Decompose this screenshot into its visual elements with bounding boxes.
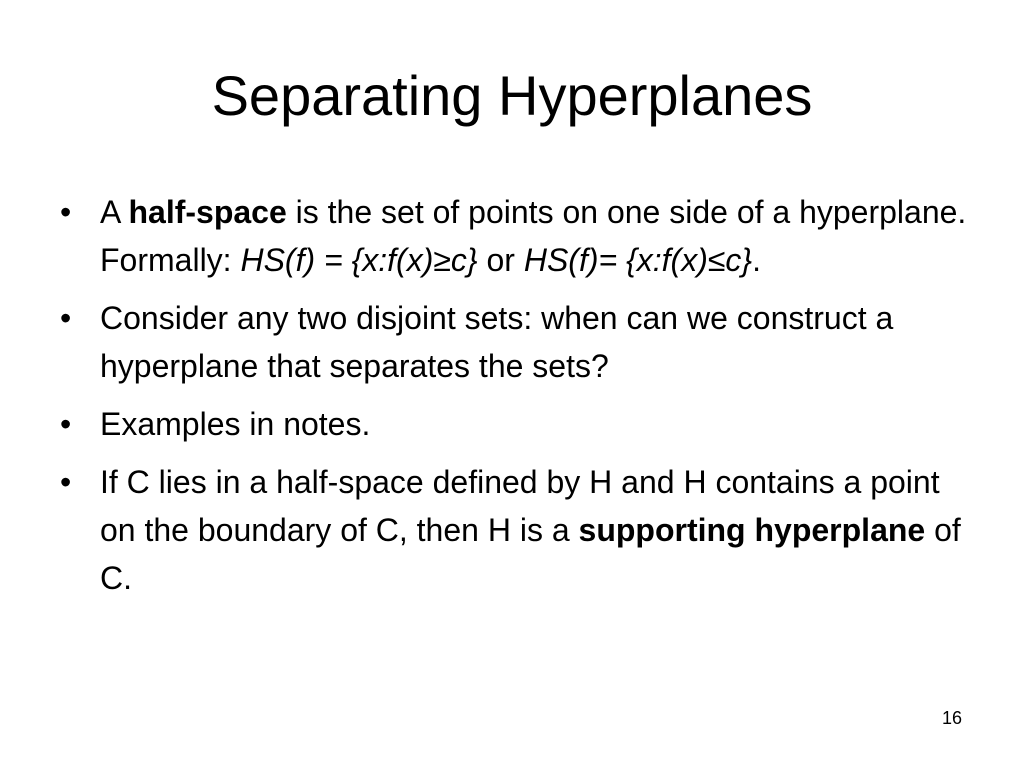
bullet-text-segment: of C.	[100, 512, 961, 596]
formula-leq: HS(f)= {x:f(x)≤c}	[523, 242, 753, 278]
bullet-item	[60, 458, 980, 602]
bullet-text: Consider any two disjoint sets: when can we construct a hyperplane that separates the sets?	[100, 300, 894, 384]
bullet-item	[60, 400, 980, 448]
bullet-text-segment: or	[477, 242, 524, 278]
bullet-text	[100, 464, 961, 596]
bullet-dot-icon: •	[60, 194, 72, 230]
bullet-text-segment: If C lies in a half-space defined by H and H contains a point on the boundary of C, then H is a	[100, 464, 940, 548]
bullet-item	[60, 294, 980, 390]
bullet-item	[60, 188, 980, 284]
bullet-text	[100, 194, 966, 278]
term-supporting-hyperplane: supporting hyperplane	[578, 512, 926, 548]
bullet-list	[60, 188, 980, 612]
bullet-text-segment: .	[752, 242, 761, 278]
bullet-dot-icon: •	[60, 300, 72, 336]
bullet-dot-icon: •	[60, 464, 72, 500]
page-number: 16	[941, 708, 962, 728]
bullet-dot-icon: •	[60, 406, 72, 442]
slide-title: Separating Hyperplanes	[211, 64, 813, 127]
bullet-text-segment: is the set of points on one side of a hyperplane. Formally:	[100, 194, 967, 278]
bullet-text: Examples in notes.	[100, 406, 371, 442]
bullet-text-segment: A	[100, 194, 129, 230]
formula-geq: HS(f) = {x:f(x)≥c}	[240, 242, 478, 278]
term-half-space: half-space	[128, 194, 287, 230]
